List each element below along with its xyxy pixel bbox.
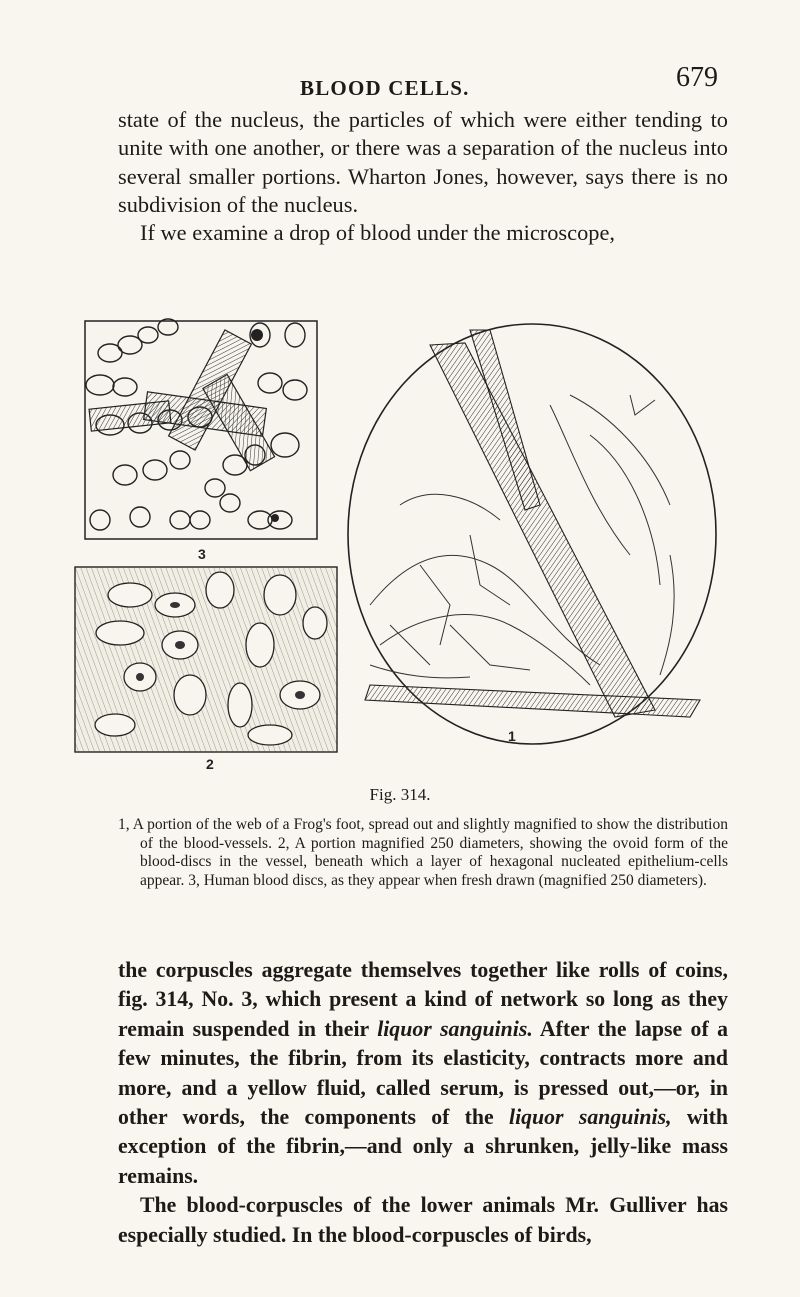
figure-illustration [70,305,730,780]
panel-3-blood-discs [85,319,317,562]
panel-1-frog-web [348,324,716,744]
paragraph: The blood-corpuscles of the lower animals Mr. Gulliver has especially studied. In the blood-corpuscles of birds, [118,1193,728,1247]
italic-term: liquor sanguinis, [509,1105,672,1130]
figure-label-2: 2 [206,756,214,772]
paragraph: state of the nucleus, the particles of which were either tending to unite with one another, or there was a separation of the nucleus into several smaller portions. Wharton Jones, however, says there is no subdivision of the nucleus. [118,107,728,217]
italic-term: liquor sanguinis. [377,1016,533,1041]
figure-label-1: 1 [508,728,516,744]
paragraph [118,956,728,1191]
figure-label-3: 3 [198,546,206,562]
text-run: After the lapse of a few minutes, the fibrin, from its elasticity, contracts more and more, and a yellow fluid, called serum, is pressed out,—or, in other words, the components of the [118,1016,728,1130]
text-run: with exception of the fibrin,—and only a shrunken, jelly-like mass remains. [118,1105,728,1188]
running-title: BLOOD CELLS. [300,76,470,100]
page-number: 679 [676,62,718,93]
figure-314 [70,305,730,780]
figure-legend [118,816,728,890]
page-header [0,62,800,102]
paragraph: If we examine a drop of blood under the microscope, [140,220,616,246]
text-run: the corpuscles aggregate themselves together like rolls of coins, fig. 314, No. 3, which present a kind of network so long as they remain suspended in their [118,958,728,1041]
top-text-block [118,106,728,247]
panel-2-vessel [75,567,337,772]
figure-caption: Fig. 314. [369,785,431,804]
bottom-text-block [118,956,728,1250]
legend-text: 1, A portion of the web of a Frog's foot, spread out and slightly magnified to show the distribution of the blood-vessels. 2, A portion magnified 250 diameters, showing the ovoid form of the blood-discs in the vessel, beneath which a layer of hexagonal nucleated epithelium-cells appear. 3, Human blood discs, as they appear when fresh drawn (magnified 250 diameters). [118,816,728,889]
